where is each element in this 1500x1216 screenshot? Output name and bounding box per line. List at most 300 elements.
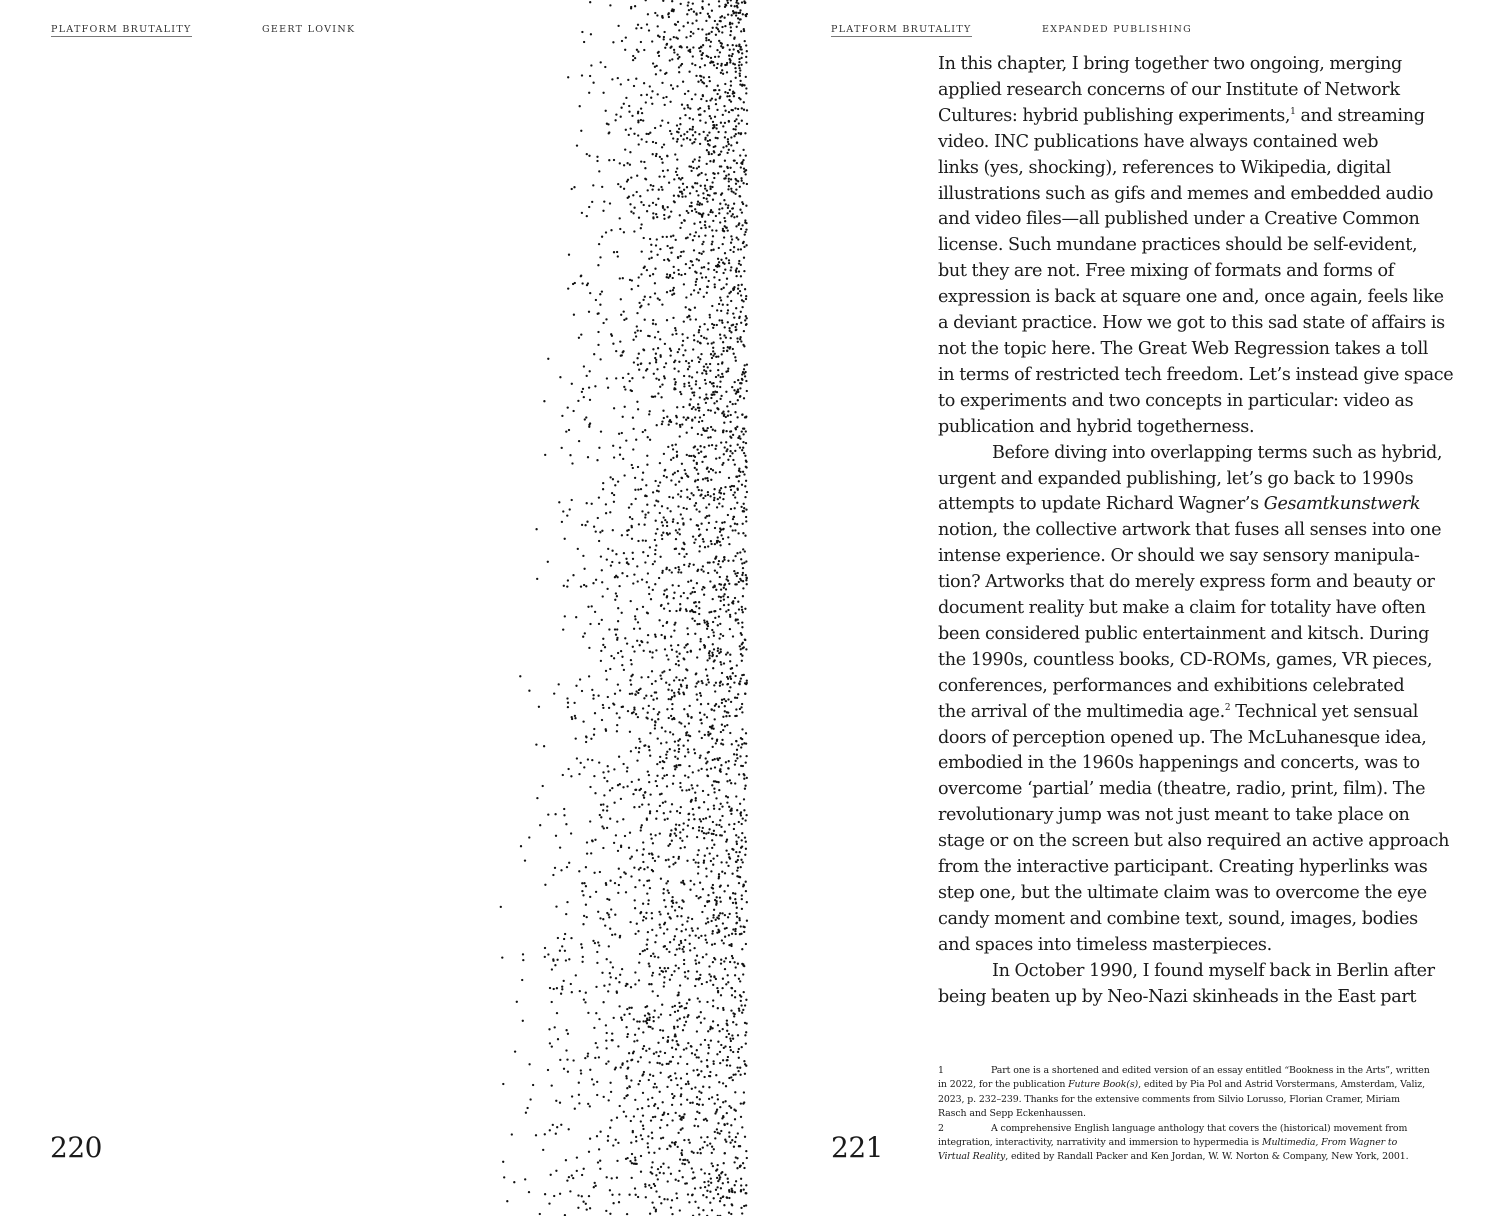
gradient-dot (715, 1169, 717, 1171)
gradient-dot (605, 110, 607, 112)
gradient-dot (739, 980, 741, 982)
gradient-dot (684, 755, 686, 757)
gradient-dot (705, 953, 707, 955)
gradient-dot (727, 1056, 729, 1058)
gradient-dot (692, 239, 694, 241)
gradient-dot (591, 840, 593, 842)
gradient-dot (654, 539, 656, 541)
gradient-dot (588, 206, 590, 208)
gradient-dot (636, 849, 638, 851)
gradient-dot (737, 601, 739, 603)
gradient-dot (741, 373, 743, 375)
gradient-dot (721, 353, 723, 355)
gradient-dot (602, 707, 604, 709)
gradient-dot (724, 136, 726, 138)
gradient-dot (666, 1198, 668, 1200)
gradient-dot (672, 733, 674, 735)
gradient-dot (609, 476, 611, 478)
gradient-dot (609, 1189, 611, 1191)
gradient-dot (730, 809, 732, 811)
gradient-dot (700, 703, 702, 705)
gradient-dot (731, 386, 733, 388)
gradient-dot (642, 1114, 644, 1116)
gradient-dot (603, 200, 605, 202)
gradient-dot (687, 633, 689, 635)
gradient-dot (703, 131, 705, 133)
gradient-dot (730, 30, 732, 32)
gradient-dot (676, 1084, 678, 1086)
gradient-dot (603, 985, 605, 987)
gradient-dot (745, 890, 747, 892)
gradient-dot (567, 76, 569, 78)
gradient-dot (713, 499, 715, 501)
gradient-dot (679, 46, 681, 48)
gradient-dot (739, 195, 741, 197)
gradient-dot (623, 1014, 625, 1016)
gradient-dot (734, 697, 736, 699)
gradient-dot (651, 718, 653, 720)
gradient-dot (715, 978, 717, 980)
gradient-dot (628, 506, 630, 508)
gradient-dot (719, 566, 721, 568)
gradient-dot (670, 479, 672, 481)
gradient-dot (738, 1057, 740, 1059)
gradient-dot (666, 291, 668, 293)
gradient-dot (647, 511, 649, 513)
gradient-dot (727, 1181, 729, 1183)
gradient-dot (731, 667, 733, 669)
gradient-dot (671, 649, 673, 651)
gradient-dot (712, 598, 714, 600)
gradient-dot (669, 354, 671, 356)
gradient-dot (662, 205, 664, 207)
gradient-dot (570, 775, 572, 777)
gradient-dot (555, 1170, 557, 1172)
gradient-dot (673, 938, 675, 940)
gradient-dot (744, 2, 746, 4)
gradient-dot (625, 558, 627, 560)
gradient-dot (663, 775, 665, 777)
gradient-dot (702, 241, 704, 243)
gradient-dot (706, 292, 708, 294)
gradient-dot (678, 361, 680, 363)
gradient-dot (606, 558, 608, 560)
gradient-dot (728, 180, 730, 182)
gradient-dot (710, 397, 712, 399)
gradient-dot (709, 1075, 711, 1077)
gradient-dot (618, 868, 620, 870)
gradient-dot (718, 595, 720, 597)
footnote-line: Rasch and Sepp Eckenhaussen. (938, 1108, 1086, 1120)
gradient-dot (591, 689, 593, 691)
gradient-dot (671, 0, 673, 2)
gradient-dot (696, 258, 698, 260)
gradient-dot (677, 566, 679, 568)
gradient-dot (618, 717, 620, 719)
gradient-dot (720, 648, 722, 650)
gradient-dot (739, 382, 741, 384)
gradient-dot (691, 408, 693, 410)
gradient-dot (715, 904, 717, 906)
gradient-dot (650, 250, 652, 252)
gradient-dot (734, 178, 736, 180)
gradient-dot (660, 1166, 662, 1168)
gradient-dot (591, 503, 593, 505)
gradient-dot (671, 703, 673, 705)
gradient-dot (653, 1152, 655, 1154)
gradient-dot (577, 548, 579, 550)
gradient-dot (730, 1076, 732, 1078)
gradient-dot (634, 983, 636, 985)
gradient-dot (714, 1137, 716, 1139)
gradient-dot (742, 567, 744, 569)
gradient-dot (521, 979, 523, 981)
gradient-dot (667, 1113, 669, 1115)
gradient-dot (668, 182, 670, 184)
gradient-dot (599, 358, 601, 360)
gradient-dot (584, 632, 586, 634)
gradient-dot (721, 26, 723, 28)
gradient-dot (682, 691, 684, 693)
gradient-dot (633, 207, 635, 209)
gradient-dot (681, 344, 683, 346)
gradient-dot (552, 958, 554, 960)
gradient-dot (672, 473, 674, 475)
gradient-dot (615, 1067, 617, 1069)
gradient-dot (663, 375, 665, 377)
gradient-dot (723, 598, 725, 600)
text-line: notion, the collective artwork that fuses all senses into one (938, 520, 1442, 541)
gradient-dot (640, 227, 642, 229)
gradient-dot (720, 395, 722, 397)
gradient-dot (640, 829, 642, 831)
gradient-dot (567, 702, 569, 704)
gradient-dot (652, 990, 654, 992)
gradient-dot (688, 1139, 690, 1141)
gradient-dot (732, 251, 734, 253)
gradient-dot (743, 1167, 745, 1169)
gradient-dot (616, 628, 618, 630)
gradient-dot (720, 441, 722, 443)
gradient-dot (732, 459, 734, 461)
gradient-dot (567, 1071, 569, 1073)
gradient-dot (542, 1149, 544, 1151)
gradient-dot (724, 110, 726, 112)
gradient-dot (741, 832, 743, 834)
gradient-dot (686, 627, 688, 629)
gradient-dot (721, 805, 723, 807)
gradient-dot (705, 227, 707, 229)
gradient-dot (657, 392, 659, 394)
gradient-dot (745, 173, 747, 175)
gradient-dot (666, 416, 668, 418)
gradient-dot (716, 1177, 718, 1179)
gradient-dot (554, 1026, 556, 1028)
gradient-dot (727, 410, 729, 412)
gradient-dot (535, 528, 537, 530)
gradient-dot (741, 908, 743, 910)
gradient-dot (726, 166, 728, 168)
gradient-dot (639, 867, 641, 869)
gradient-dot (662, 1163, 664, 1165)
gradient-dot (688, 315, 690, 317)
gradient-dot (725, 761, 727, 763)
gradient-dot (684, 846, 686, 848)
gradient-dot (715, 925, 717, 927)
gradient-dot (728, 806, 730, 808)
gradient-dot (594, 712, 596, 714)
gradient-dot (734, 675, 736, 677)
gradient-dot (628, 1007, 630, 1009)
gradient-dot (600, 660, 602, 662)
gradient-dot (618, 1201, 620, 1203)
gradient-dot (548, 1028, 550, 1030)
gradient-dot (707, 794, 709, 796)
gradient-dot (686, 236, 688, 238)
gradient-dot (718, 873, 720, 875)
gradient-dot (687, 824, 689, 826)
gradient-dot (638, 369, 640, 371)
gradient-dot (643, 868, 645, 870)
gradient-dot (734, 1184, 736, 1186)
gradient-dot (686, 496, 688, 498)
gradient-dot (664, 648, 666, 650)
gradient-dot (743, 507, 745, 509)
gradient-dot (722, 376, 724, 378)
gradient-dot (571, 991, 573, 993)
gradient-dot (568, 1128, 570, 1130)
gradient-dot (722, 729, 724, 731)
gradient-dot (647, 555, 649, 557)
gradient-dot (728, 760, 730, 762)
gradient-dot (654, 336, 656, 338)
gradient-dot (605, 1063, 607, 1065)
gradient-dot (744, 375, 746, 377)
gradient-dot (629, 1086, 631, 1088)
gradient-dot (681, 517, 683, 519)
gradient-dot (726, 1123, 728, 1125)
gradient-dot (633, 133, 635, 135)
gradient-dot (691, 1150, 693, 1152)
gradient-dot (727, 138, 729, 140)
gradient-dot (637, 716, 639, 718)
gradient-dot (718, 502, 720, 504)
text-line: links (yes, shocking), references to Wikipedia, digital (938, 157, 1391, 178)
gradient-dot (652, 699, 654, 701)
gradient-dot (703, 1141, 705, 1143)
gradient-dot (699, 213, 701, 215)
gradient-dot (544, 884, 546, 886)
gradient-dot (673, 51, 675, 53)
gradient-dot (705, 173, 707, 175)
gradient-dot (663, 812, 665, 814)
gradient-dot (713, 684, 715, 686)
gradient-dot (690, 8, 692, 10)
gradient-dot (704, 517, 706, 519)
gradient-dot (704, 185, 706, 187)
gradient-dot (745, 574, 747, 576)
gradient-dot (592, 184, 594, 186)
gradient-dot (739, 9, 741, 11)
gradient-dot (511, 1133, 513, 1135)
gradient-dot (716, 655, 718, 657)
gradient-dot (635, 27, 637, 29)
gradient-dot (704, 64, 706, 66)
gradient-dot (651, 257, 653, 259)
gradient-dot (617, 480, 619, 482)
gradient-dot (734, 120, 736, 122)
gradient-dot (605, 1024, 607, 1026)
gradient-dot (629, 380, 631, 382)
gradient-dot (547, 953, 549, 955)
gradient-dot (571, 462, 573, 464)
gradient-dot (690, 492, 692, 494)
gradient-dot (554, 964, 556, 966)
gradient-dot (708, 522, 710, 524)
gradient-dot (667, 216, 669, 218)
gradient-dot (654, 724, 656, 726)
gradient-dot (645, 912, 647, 914)
gradient-dot (626, 983, 628, 985)
gradient-dot (675, 415, 677, 417)
gradient-dot (647, 1142, 649, 1144)
gradient-dot (594, 839, 596, 841)
gradient-dot (671, 1039, 673, 1041)
gradient-dot (655, 532, 657, 534)
gradient-dot (573, 702, 575, 704)
gradient-dot (650, 837, 652, 839)
gradient-dot (662, 524, 664, 526)
gradient-dot (632, 59, 634, 61)
gradient-dot (580, 762, 582, 764)
gradient-dot (658, 619, 660, 621)
gradient-dot (646, 455, 648, 457)
gradient-dot (638, 806, 640, 808)
gradient-dot (727, 580, 729, 582)
text-line: step one, but the ultimate claim was to overcome the eye (938, 883, 1427, 903)
gradient-dot (666, 276, 668, 278)
gradient-dot (664, 819, 666, 821)
gradient-dot (741, 1012, 743, 1014)
gradient-dot (727, 415, 729, 417)
gradient-dot (706, 529, 708, 531)
gradient-dot (742, 1009, 744, 1011)
gradient-dot (701, 588, 703, 590)
gradient-dot (642, 950, 644, 952)
gradient-dot (663, 1172, 665, 1174)
gradient-dot (709, 1202, 711, 1204)
gradient-dot (599, 917, 601, 919)
gradient-dot (724, 1139, 726, 1141)
gradient-dot (700, 1070, 702, 1072)
gradient-dot (728, 178, 730, 180)
gradient-dot (716, 1053, 718, 1055)
gradient-dot (680, 940, 682, 942)
gradient-dot (691, 210, 693, 212)
gradient-dot (731, 955, 733, 957)
gradient-dot (673, 387, 675, 389)
gradient-dot (689, 309, 691, 311)
running-head-chapter: EXPANDED PUBLISHING (1042, 24, 1192, 35)
gradient-dot (739, 1166, 741, 1168)
gradient-dot (660, 604, 662, 606)
gradient-dot (697, 174, 699, 176)
gradient-dot (746, 577, 748, 579)
gradient-dot (590, 64, 592, 66)
gradient-dot (569, 1190, 571, 1192)
gradient-dot (709, 186, 711, 188)
gradient-dot (649, 1016, 651, 1018)
gradient-dot (646, 23, 648, 25)
gradient-dot (698, 962, 700, 964)
gradient-dot (687, 977, 689, 979)
gradient-dot (728, 934, 730, 936)
gradient-dot (737, 379, 739, 381)
gradient-dot (717, 1132, 719, 1134)
gradient-dot (718, 789, 720, 791)
gradient-dot (699, 712, 701, 714)
gradient-dot (658, 299, 660, 301)
gradient-dot (666, 596, 668, 598)
gradient-dot (704, 1039, 706, 1041)
gradient-dot (671, 974, 673, 976)
gradient-dot (731, 743, 733, 745)
gradient-dot (642, 1092, 644, 1094)
gradient-dot (735, 618, 737, 620)
gradient-dot (666, 521, 668, 523)
gradient-dot (643, 161, 645, 163)
gradient-dot (703, 365, 705, 367)
gradient-dot (729, 445, 731, 447)
gradient-dot (686, 454, 688, 456)
gradient-dot (710, 353, 712, 355)
gradient-dot (721, 319, 723, 321)
gradient-dot (617, 1142, 619, 1144)
gradient-dot (642, 707, 644, 709)
gradient-dot (645, 1196, 647, 1198)
gradient-dot (676, 53, 678, 55)
gradient-dot (690, 170, 692, 172)
gradient-dot (672, 1097, 674, 1099)
gradient-dot (661, 82, 663, 84)
gradient-dot (725, 203, 727, 205)
gradient-dot (678, 481, 680, 483)
gradient-dot (701, 243, 703, 245)
gradient-dot (619, 446, 621, 448)
gradient-dot (708, 681, 710, 683)
gradient-dot (705, 867, 707, 869)
gradient-dot (682, 951, 684, 953)
gradient-dot (662, 1029, 664, 1031)
gradient-dot (683, 592, 685, 594)
gradient-dot (727, 711, 729, 713)
gradient-dot (622, 350, 624, 352)
right-page (750, 0, 1500, 1216)
gradient-dot (660, 1013, 662, 1015)
gradient-dot (568, 862, 570, 864)
gradient-dot (726, 405, 728, 407)
gradient-dot (544, 1133, 546, 1135)
gradient-dot (693, 883, 695, 885)
gradient-dot (729, 654, 731, 656)
gradient-dot (685, 610, 687, 612)
gradient-dot (699, 974, 701, 976)
gradient-dot (674, 832, 676, 834)
gradient-dot (706, 675, 708, 677)
gradient-dot (708, 503, 710, 505)
gradient-dot (718, 583, 720, 585)
gradient-dot (727, 885, 729, 887)
